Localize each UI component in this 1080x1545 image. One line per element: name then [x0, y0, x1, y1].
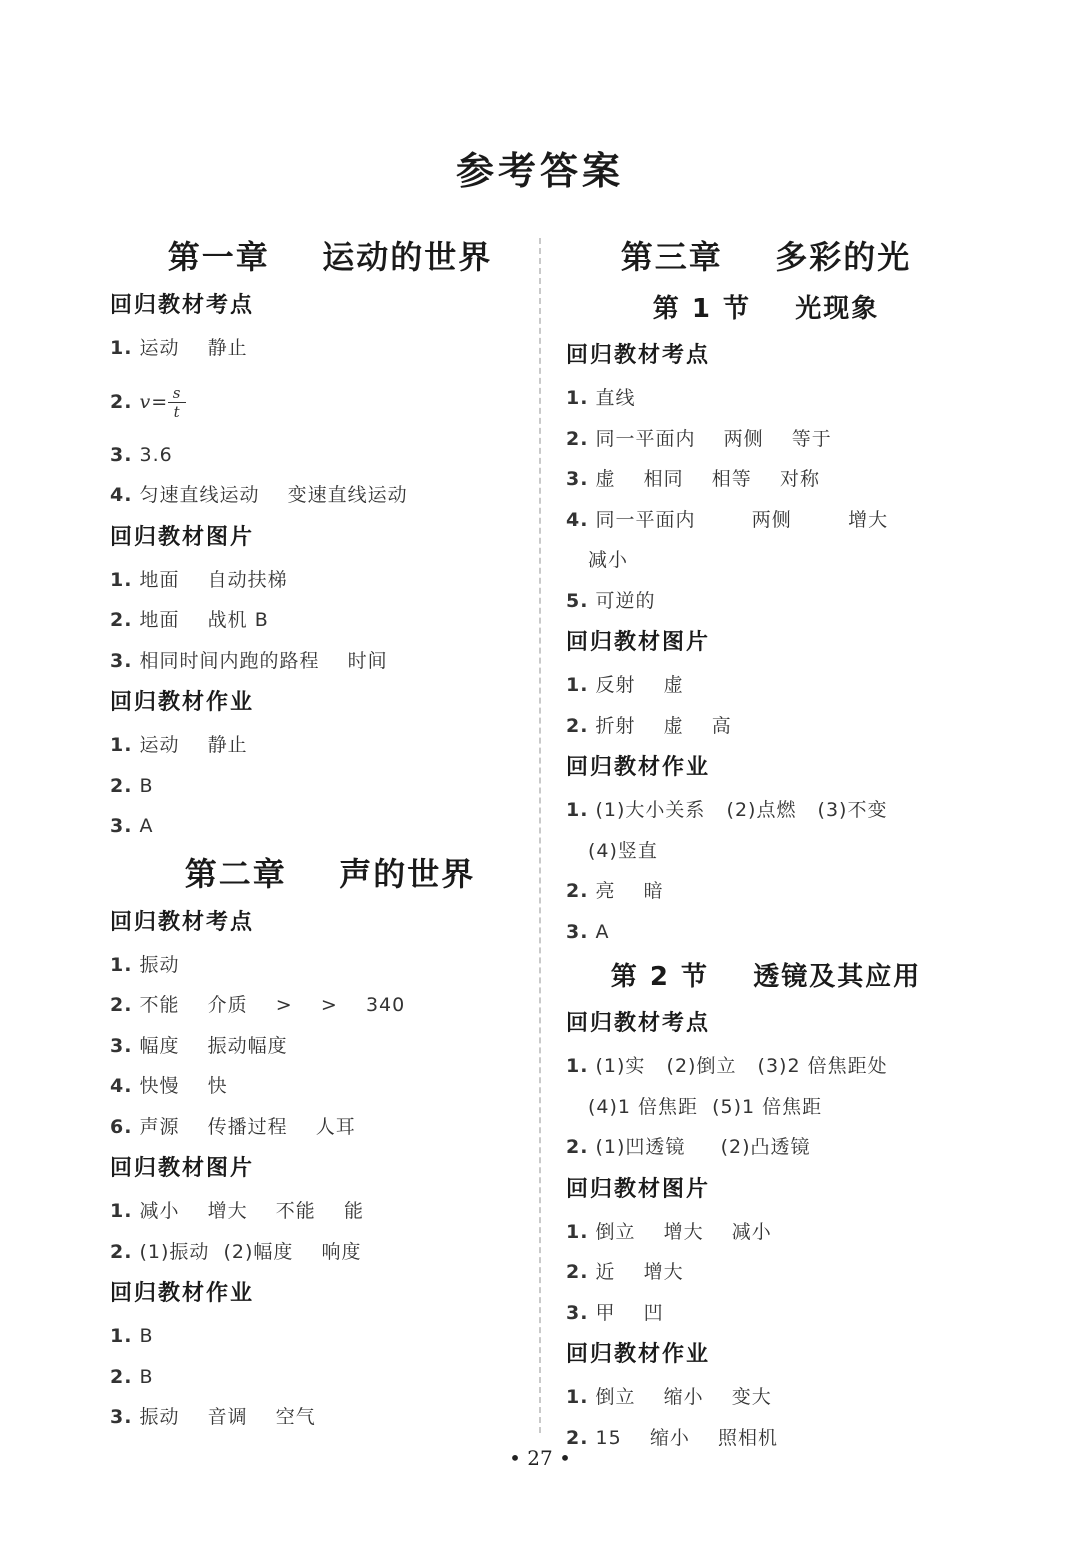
answer-item: 3. 虚 相同 相等 对称: [566, 468, 820, 490]
answer-item-continued: (4)1 倍焦距 (5)1 倍焦距: [588, 1095, 823, 1118]
answer-item: 2. 不能 介质 > > 340: [110, 994, 406, 1016]
answer-item: 5. 可逆的: [566, 589, 656, 612]
ch1-kaodian-heading: 回归教材考点: [110, 293, 255, 318]
answer-item: 1. 运动 静止: [110, 734, 248, 756]
answer-item: 4. 匀速直线运动 变速直线运动: [110, 484, 408, 506]
page-title: 参考答案: [455, 149, 624, 193]
answer-item: 2. 折射 虚 高: [566, 714, 732, 737]
answer-item: 3. A: [566, 920, 610, 943]
ch2-tupian-heading: 回归教材图片: [110, 1156, 255, 1181]
answer-item: 1. 减小 增大 不能 能: [110, 1200, 364, 1222]
fraction: $\frac{s}{t}$: [168, 384, 186, 421]
chapter-2-title: 第二章 声的世界: [184, 854, 476, 893]
section-1-title: 第 1 节 光现象: [652, 294, 880, 324]
chapter-1-title: 第一章 运动的世界: [167, 238, 493, 276]
answer-item: 1. 直线: [566, 387, 636, 409]
answer-item: 2. 亮 暗: [566, 880, 664, 902]
answer-item: 1. 振动: [110, 953, 180, 976]
answer-item: 3. 甲 凹: [566, 1301, 664, 1324]
left-column: [110, 230, 550, 1438]
answer-item: 1. (1)实 (2)倒立 (3)2 倍焦距处: [566, 1055, 888, 1077]
answer-item: 3. A: [110, 815, 154, 837]
ch2-zuoye-heading: 回归教材作业: [110, 1281, 255, 1306]
sec2-kaodian-heading: 回归教材考点: [566, 1011, 711, 1036]
answer-item: 1. 运动 静止: [110, 337, 248, 359]
answer-item: 1. 地面 自动扶梯: [110, 568, 288, 591]
ch1-tupian-heading: 回归教材图片: [110, 524, 255, 550]
answer-item: 2. (1)凹透镜 (2)凸透镜: [566, 1136, 811, 1158]
right-column: [566, 230, 966, 1458]
answer-item: 2. 同一平面内 两侧 等于: [566, 427, 832, 450]
answer-item: 2. B: [110, 774, 154, 797]
answer-item: 3. 振动 音调 空气: [110, 1406, 316, 1428]
answer-item: 2. 地面 战机 B: [110, 609, 269, 631]
sec2-zuoye-heading: 回归教材作业: [566, 1342, 711, 1367]
ch1-zuoye-heading: 回归教材作业: [110, 690, 255, 715]
sec1-kaodian-heading: 回归教材考点: [566, 343, 711, 368]
answer-item-formula: 2. v= $\frac{s}{t}$: [110, 369, 550, 435]
answer-item: 1. 倒立 增大 减小: [566, 1220, 772, 1243]
section-2-title: 第 2 节 透镜及其应用: [610, 962, 922, 992]
answer-item: 1. 倒立 缩小 变大: [566, 1386, 772, 1408]
answer-item: 2. (1)振动 (2)幅度 响度: [110, 1240, 362, 1263]
answer-item: 1. B: [110, 1325, 154, 1347]
answer-item: 4. 快慢 快: [110, 1075, 228, 1097]
answer-item: 4. 同一平面内 两侧 增大: [566, 508, 889, 531]
sec1-zuoye-heading: 回归教材作业: [566, 755, 711, 780]
answer-item: 2. 15 缩小 照相机: [566, 1426, 778, 1449]
sec1-tupian-heading: 回归教材图片: [566, 630, 711, 655]
answer-item: 2. 近 增大: [566, 1261, 684, 1283]
answer-item: 3. 幅度 振动幅度: [110, 1034, 288, 1057]
answer-item: 2. B: [110, 1365, 154, 1388]
answer-item: 6. 声源 传播过程 人耳: [110, 1115, 356, 1138]
ch2-kaodian-heading: 回归教材考点: [110, 909, 255, 935]
chapter-3-title: 第三章 多彩的光: [620, 238, 912, 276]
answer-item: 1. (1)大小关系 (2)点燃 (3)不变: [566, 799, 888, 821]
page-number: • 27 •: [509, 1446, 571, 1470]
answer-item: 3. 3.6: [110, 443, 173, 466]
answer-item: 3. 相同时间内跑的路程 时间: [110, 649, 388, 672]
answer-item-continued: (4)竖直: [588, 839, 658, 862]
answer-item: 1. 反射 虚: [566, 674, 684, 696]
sec2-tupian-heading: 回归教材图片: [566, 1176, 711, 1202]
answer-item-continued: 减小: [588, 549, 629, 571]
